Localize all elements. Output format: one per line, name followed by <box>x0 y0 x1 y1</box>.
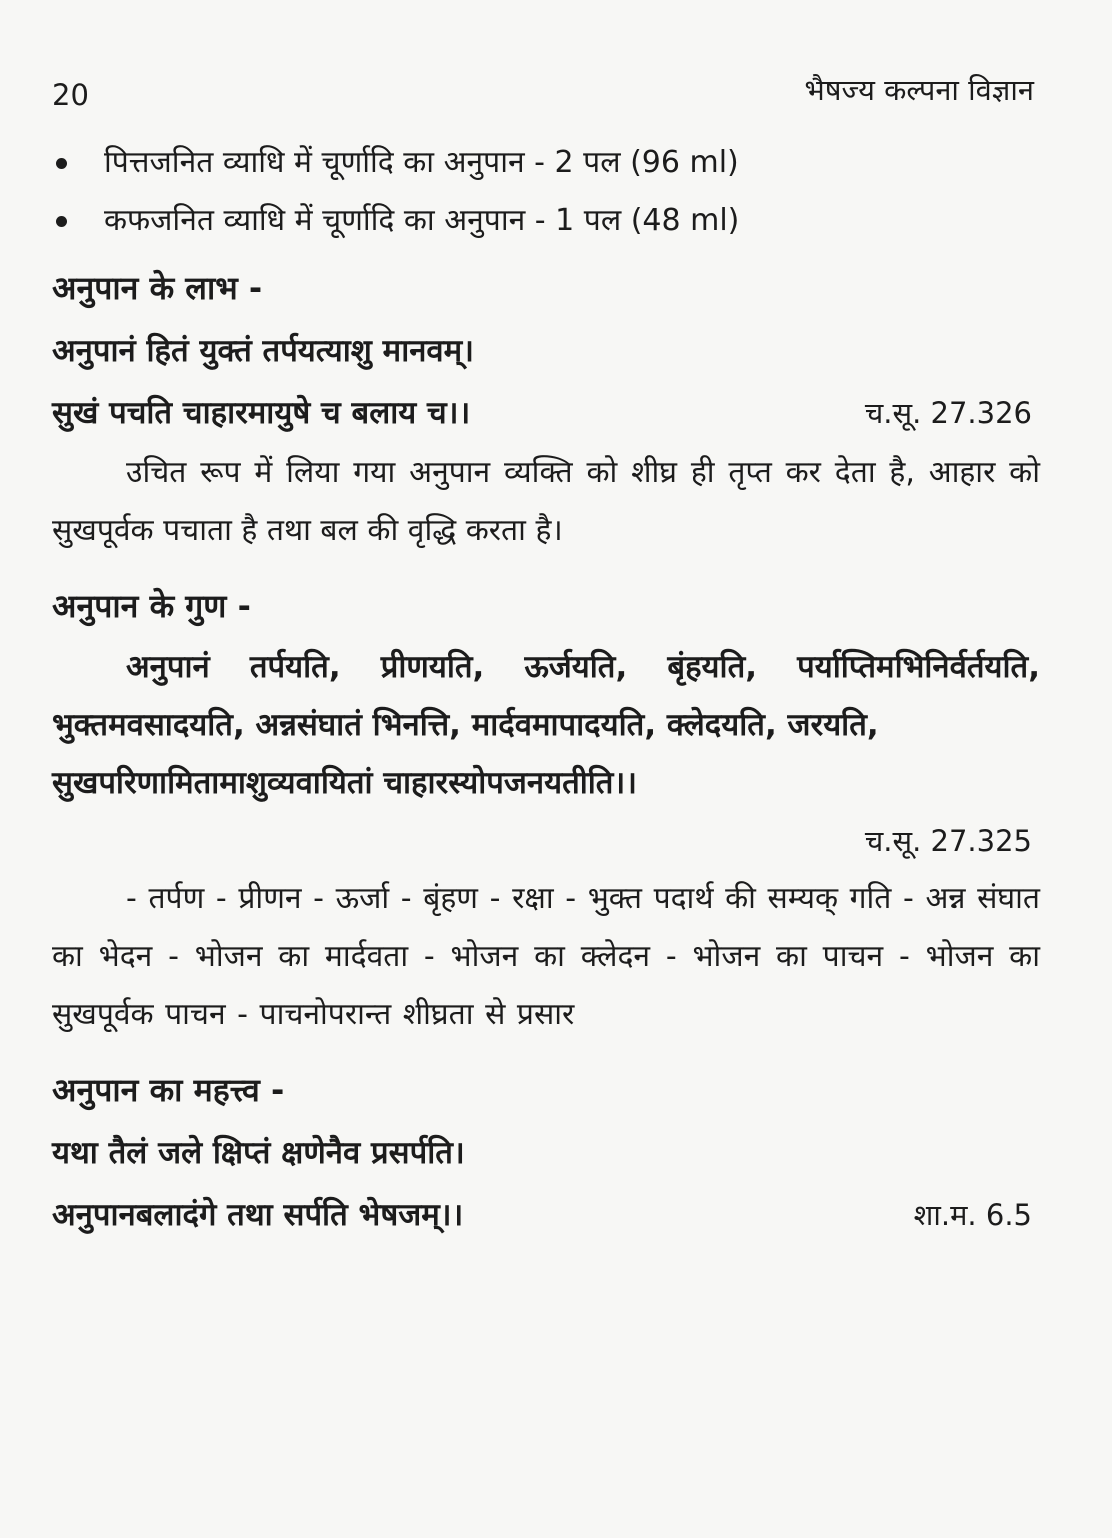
importance-section <box>52 1058 1040 1246</box>
list-item <box>52 192 1040 250</box>
importance-reference: शा.म. 6.5 <box>913 1198 1032 1232</box>
benefits-verse-line-2-text: सुखं पचति चाहारमायुषे च बलाय च।। <box>52 395 471 431</box>
book-page <box>52 70 1040 1510</box>
page-header <box>52 70 1040 126</box>
properties-explanation: - तर्पण - प्रीणन - ऊर्जा - बृंहण - रक्षा - भुक्त पदार्थ की सम्यक् गति - अन्न संघात का भेदन - भोजन का मार्दवता - भोजन का क्लेदन - भोजन का पाचन - भोजन का सुखपूर्वक पाचन - पाचनोपरान्त शीघ्रता से प्रसार <box>52 881 1040 1032</box>
benefits-explanation: उचित रूप में लिया गया अनुपान व्यक्ति को शीघ्र ही तृप्त कर देता है, आहार को सुखपूर्वक पचाता है तथा बल की वृद्धि करता है। <box>52 455 1040 548</box>
benefits-reference: च.सू. 27.326 <box>864 396 1032 430</box>
bullet-icon <box>56 216 67 227</box>
properties-section <box>52 574 1040 1044</box>
importance-verse-line-2-text: अनुपानबलादंगे तथा सर्पति भेषजम्।। <box>52 1197 464 1233</box>
benefits-verse-line-2 <box>52 382 1040 444</box>
benefits-section <box>52 256 1040 560</box>
bullet-icon <box>56 158 67 169</box>
benefits-verse-line-1: अनुपानं हितं युक्तं तर्पयत्याशु मानवम्। <box>52 333 474 369</box>
list-item-text: पित्तजनित व्याधि में चूर्णादि का अनुपान - 2 पल (96 ml) <box>104 145 739 180</box>
benefits-heading: अनुपान के लाभ - <box>52 269 263 307</box>
properties-verse: अनुपानं तर्पयति, प्रीणयति, ऊर्जयति, बृंहयति, पर्याप्तिमभिनिर्वर्तयति, भुक्तमवसादयति, अन्नसंघातं भिनत्ति, मार्दवमापादयति, क्लेदयति, जरयति, <box>52 649 1040 743</box>
list-item-text: कफजनित व्याधि में चूर्णादि का अनुपान - 1 पल (48 ml) <box>104 203 740 238</box>
page-number: 20 <box>52 78 89 112</box>
properties-heading: अनुपान के गुण - <box>52 587 251 625</box>
properties-reference: च.सू. 27.325 <box>864 824 1032 858</box>
importance-heading: अनुपान का महत्त्व - <box>52 1071 285 1109</box>
anupana-dose-list <box>52 134 1040 250</box>
importance-verse-line-1: यथा तैलं जले क्षिप्तं क्षणेनैव प्रसर्पति। <box>52 1135 465 1171</box>
running-title: भैषज्य कल्पना विज्ञान <box>804 73 1034 107</box>
importance-verse-line-2 <box>52 1184 1040 1246</box>
list-item <box>52 134 1040 192</box>
properties-verse-tail: सुखपरिणामितामाशुव्यवायितां चाहारस्योपजनयतीति।। <box>52 765 637 801</box>
